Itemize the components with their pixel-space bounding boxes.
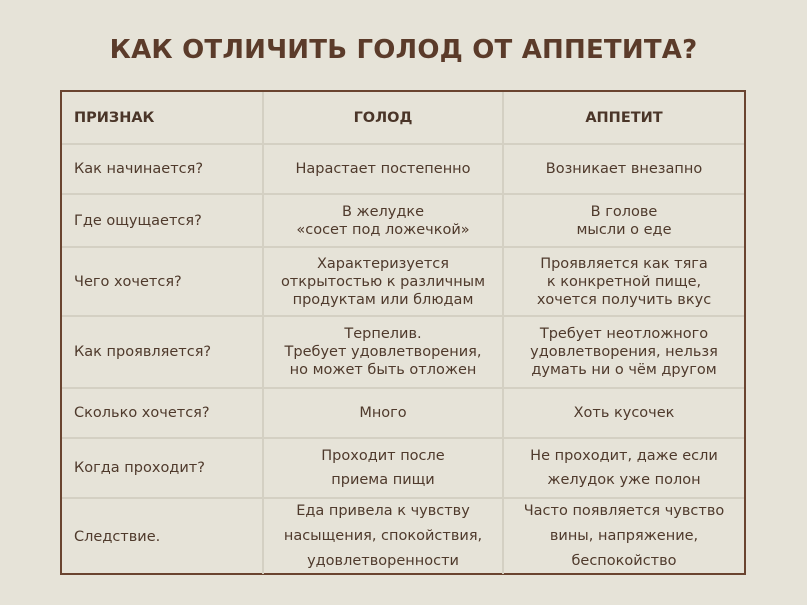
hunger-cell: Нарастает постепенно: [263, 144, 503, 194]
hunger-cell: Проходит после приема пищи: [263, 438, 503, 498]
appetite-cell: Требует неотложного удовлетворения, нельзя думать ни о чём другом: [503, 316, 744, 388]
comparison-table-frame: [60, 90, 746, 575]
hunger-cell: Терпелив. Требует удовлетворения, но может быть отложен: [263, 316, 503, 388]
table-row: [62, 388, 744, 438]
appetite-cell: Часто появляется чувство вины, напряжение, беспокойство: [503, 498, 744, 574]
appetite-cell: Не проходит, даже если желудок уже полон: [503, 438, 744, 498]
row-label: Как проявляется?: [62, 316, 263, 388]
table-row: [62, 316, 744, 388]
header-hunger: ГОЛОД: [263, 92, 503, 144]
table-row: [62, 438, 744, 498]
row-label: Следствие.: [62, 498, 263, 574]
hunger-cell: В желудке «сосет под ложечкой»: [263, 194, 503, 247]
row-label: Чего хочется?: [62, 247, 263, 316]
page-title: КАК ОТЛИЧИТЬ ГОЛОД ОТ АППЕТИТА?: [109, 35, 698, 65]
table-header-row: [62, 92, 744, 144]
hunger-cell: Характеризуется открытостью к различным продуктам или блюдам: [263, 247, 503, 316]
row-label: Где ощущается?: [62, 194, 263, 247]
appetite-cell: Хоть кусочек: [503, 388, 744, 438]
hunger-cell: Много: [263, 388, 503, 438]
row-label: Как начинается?: [62, 144, 263, 194]
table-row: [62, 247, 744, 316]
header-attribute: ПРИЗНАК: [62, 92, 263, 144]
comparison-table: [62, 92, 744, 574]
row-label: Когда проходит?: [62, 438, 263, 498]
appetite-cell: Возникает внезапно: [503, 144, 744, 194]
table-row: [62, 498, 744, 574]
table-row: [62, 194, 744, 247]
appetite-cell: Проявляется как тяга к конкретной пище, хочется получить вкус: [503, 247, 744, 316]
header-appetite: АППЕТИТ: [503, 92, 744, 144]
hunger-cell: Еда привела к чувству насыщения, спокойствия, удовлетворенности: [263, 498, 503, 574]
row-label: Сколько хочется?: [62, 388, 263, 438]
table-row: [62, 144, 744, 194]
appetite-cell: В голове мысли о еде: [503, 194, 744, 247]
